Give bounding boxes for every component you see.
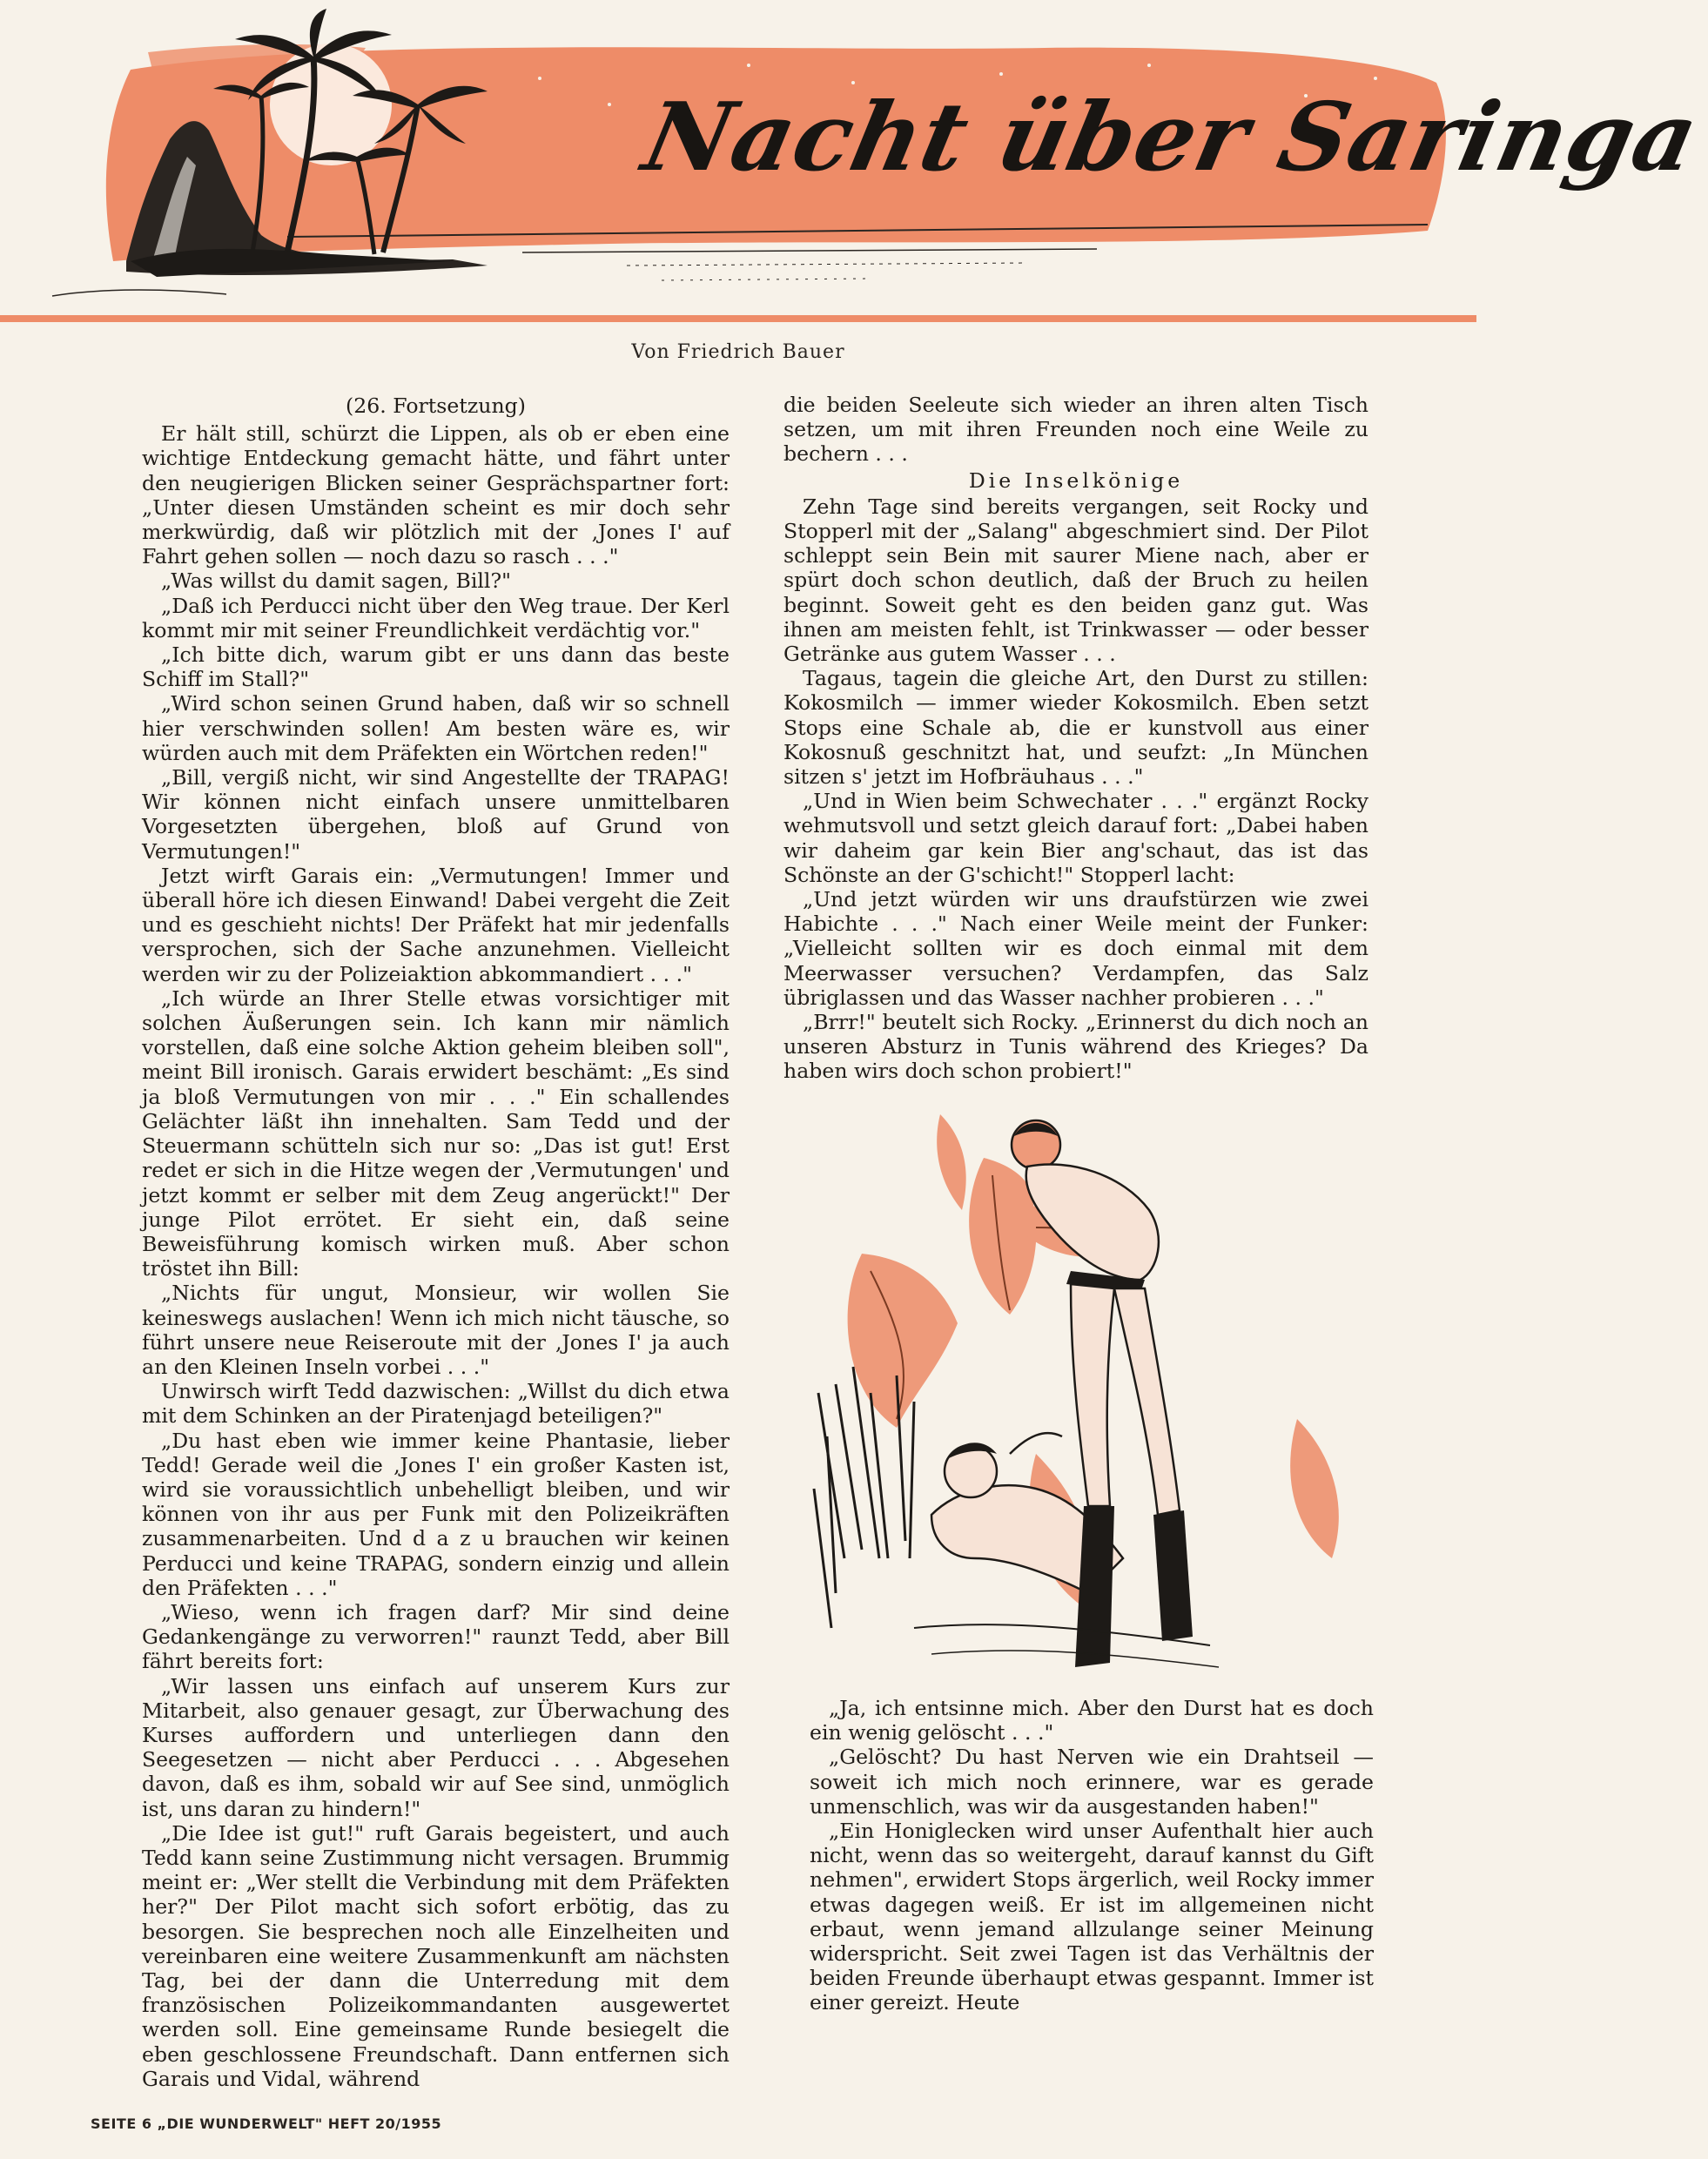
paragraph: die beiden Seeleute sich wieder an ihren alten Tisch setzen, um mit ihren Freunden noch eine Weile zu bechern . . . bbox=[783, 393, 1368, 467]
section-heading: Die Inselkönige bbox=[968, 467, 1184, 493]
right-column-bottom bbox=[810, 1696, 1374, 2015]
paragraph: „Wieso, wenn ich fragen darf? Mir sind deine Gedankengänge zu verworren!" raunzt Tedd, aber Bill fährt bereits fort: bbox=[142, 1599, 730, 1674]
paragraph: „Ich würde an Ihrer Stelle etwas vorsichtiger mit solchen Äußerungen sein. Ich kann mir nämlich vorstellen, daß eine solche Aktion geheim bleiben soll", meint Bill ironisch. Garais erwidert beschämt: „Es sind ja bloß Vermutungen von mir . . ." Ein schallendes Gelächter läßt ihn innehalten. Sam Tedd und der Steuermann schütteln sich nur so: „Das ist gut! Erst redet er sich in die Hitze wegen der ‚Vermutungen' und jetzt kommt er selber mit dem Zeug angerückt!" Der junge Pilot errötet. Er sieht ein, daß seine Beweisführung komisch wirken muß. Aber schon tröstet ihn Bill: bbox=[142, 985, 730, 1281]
paragraph: „Ein Honiglecken wird unser Aufenthalt hier auch nicht, wenn das so weitergeht, darauf kannst du Gift nehmen", erwidert Stops ärgerlich, weil Rocky immer etwas dagegen weiß. Er ist im allgemeinen nicht erbaut, wenn jemand allzulange seiner Meinung widerspricht. Seit zwei Tagen ist das Verhältnis der beiden Freunde überhaupt etwas gespannt. Immer ist einer gereizt. Heute bbox=[810, 1819, 1374, 2015]
paragraph: „Gelöscht? Du hast Nerven wie ein Drahtseil — soweit ich mich noch erinnere, war es gerade unmenschlich, was wir da ausgestanden haben!" bbox=[810, 1745, 1374, 1819]
header-banner bbox=[0, 0, 1708, 331]
left-column bbox=[142, 393, 730, 2091]
right-column-top bbox=[783, 393, 1368, 1084]
paragraph: Zehn Tage sind bereits vergangen, seit Rocky und Stopperl mit der „Salang" abgeschmiert sind. Der Pilot schleppt sein Bein mit saurer Miene nach, aber er spürt doch schon deutlich, daß der Bruch zu heilen beginnt. Soweit geht es den beiden ganz gut. Was ihnen am meisten fehlt, ist Trinkwasser — oder besser Getränke aus gutem Wasser . . . bbox=[783, 494, 1368, 667]
page-footer: SEITE 6 „DIE WUNDERWELT" HEFT 20/1955 bbox=[91, 2115, 442, 2132]
paragraph: „Wird schon seinen Grund haben, daß wir so schnell hier verschwinden sollen! Am besten wäre es, wir würden auch mit dem Präfekten ein Wörtchen reden!" bbox=[142, 691, 730, 765]
author-byline: Von Friedrich Bauer bbox=[631, 341, 845, 363]
paragraph: „Nichts für ungut, Monsieur, wir wollen Sie keineswegs auslachen! Wenn ich mich nicht täusche, so führt unsere neue Reiseroute mit der ‚Jones I' ja auch an den Kleinen Inseln vorbei . . ." bbox=[142, 1281, 730, 1379]
paragraph: „Die Idee ist gut!" ruft Garais begeistert, und auch Tedd kann seine Zustimmung nicht versagen. Brummig meint er: „Wer stellt die Verbindung mit dem Präfekten her?" Der Pilot macht sich sofort erbötig, das zu besorgen. Sie besprechen noch alle Einzelheiten und vereinbaren eine weitere Zusammenkunft am nächsten Tag, bei der dann die Unterredung mit dem französischen Polizeikommandanten ausgewertet werden soll. Eine gemeinsame Runde besiegelt die eben geschlossene Freundschaft. Dann entfernen sich Garais und Vidal, während bbox=[142, 1820, 730, 2091]
paragraph: Tagaus, tagein die gleiche Art, den Durst zu stillen: Kokosmilch — immer wieder Kokosmilch. Eben setzt Stops eine Schale ab, die er kunstvoll aus einer Kokosnuß geschnitzt hat, und seufzt: „In München sitzen s' jetzt im Hofbräuhaus . . ." bbox=[783, 666, 1368, 790]
paragraph: Er hält still, schürzt die Lippen, als ob er eben eine wichtige Entdeckung gemacht hätte, und fährt unter den neugierigen Blicken seiner Gesprächspartner fort: „Unter diesen Umständen scheint es mir doch sehr merkwürdig, daß wir plötzlich mit der ‚Jones I' auf Fahrt gehen sollen — noch dazu so rasch . . ." bbox=[142, 421, 730, 569]
article-title: Nacht über Saringa bbox=[635, 83, 1708, 192]
two-men-jungle-illustration bbox=[810, 1106, 1375, 1680]
paragraph: „Daß ich Perducci nicht über den Weg traue. Der Kerl kommt mir mit seiner Freundlichkeit verdächtig vor." bbox=[142, 593, 730, 642]
paragraph: „Bill, vergiß nicht, wir sind Angestellte der TRAPAG! Wir können nicht einfach unsere unmittelbaren Vorgesetzten übergehen, bloß auf Grund von Vermutungen!" bbox=[142, 765, 730, 864]
paragraph: „Und in Wien beim Schwechater . . ." ergänzt Rocky wehmutsvoll und setzt gleich darauf fort: „Dabei haben wir daheim gar kein Bier ang'schaut, das ist das Schönste an der G'schicht!" Stopperl lacht: bbox=[783, 789, 1368, 887]
paragraph: Jetzt wirft Garais ein: „Vermutungen! Immer und überall höre ich diesen Einwand! Dabei vergeht die Zeit und es geschieht nichts! Der Präfekt hat mir jedenfalls versprochen, sich der Sache anzunehmen. Vielleicht werden wir zu der Polizeiaktion abkommandiert . . ." bbox=[142, 863, 730, 986]
paragraph: „Wir lassen uns einfach auf unserem Kurs zur Mitarbeit, also genauer gesagt, zur Überwachung des Kurses auffordern und unterliegen dann den Seegesetzen — nicht aber Perducci . . . Abgesehen davon, daß es ihm, sobald wir auf See sind, unmöglich ist, uns daran zu hindern!" bbox=[142, 1673, 730, 1821]
paragraph: „Ich bitte dich, warum gibt er uns dann das beste Schiff im Stall?" bbox=[142, 642, 730, 692]
paragraph: „Ja, ich entsinne mich. Aber den Durst hat es doch ein wenig gelöscht . . ." bbox=[810, 1696, 1374, 1745]
installment-label: (26. Fortsetzung) bbox=[346, 393, 526, 418]
header-rule bbox=[0, 315, 1476, 322]
paragraph: „Du hast eben wie immer keine Phantasie, lieber Tedd! Gerade weil die ‚Jones I' ein großer Kasten ist, wird sie voraussichtlich unbehelligt bleiben, und wir können von ihr aus per Funk mit den Polizeikräften zusammenarbeiten. Und d a z u brauchen wir keinen Perducci und keine TRAPAG, sondern einzig und allein den Präfekten . . ." bbox=[142, 1428, 730, 1600]
paragraph: Unwirsch wirft Tedd dazwischen: „Willst du dich etwa mit dem Schinken an der Piratenjagd beteiligen?" bbox=[142, 1379, 730, 1429]
paragraph: „Und jetzt würden wir uns draufstürzen wie zwei Habichte . . ." Nach einer Weile meint der Funker: „Vielleicht sollten wir es doch einmal mit dem Meerwasser versuchen? Verdampfen, das Salz übriglassen und das Wasser nachher probieren . . ." bbox=[783, 887, 1368, 1010]
paragraph: „Brrr!" beutelt sich Rocky. „Erinnerst du dich noch an unseren Absturz in Tunis während des Krieges? Da haben wirs doch schon probiert!" bbox=[783, 1010, 1368, 1084]
story-illustration bbox=[810, 1106, 1375, 1680]
paragraph: „Was willst du damit sagen, Bill?" bbox=[161, 568, 511, 594]
